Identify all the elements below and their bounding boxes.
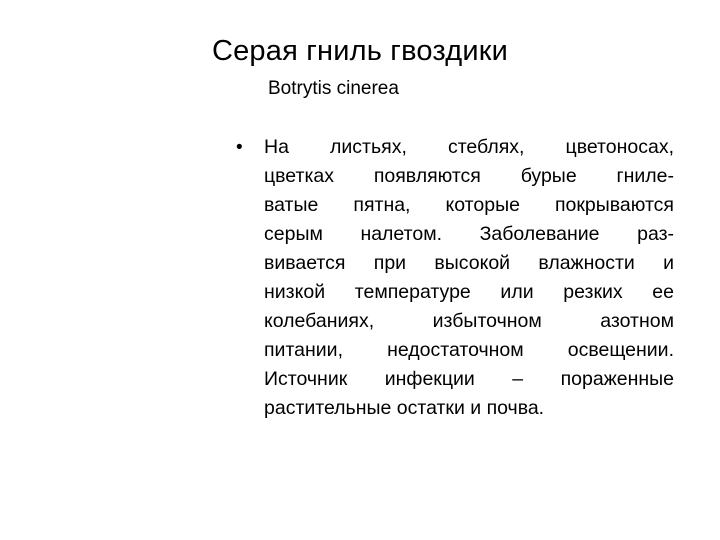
slide-title (0, 33, 720, 69)
bullet-line: растительные остатки и почва. (264, 397, 545, 419)
bullet-line: ватые пятна, которые покрываются (264, 194, 674, 216)
slide-subtitle: Botrytis cinerea (268, 78, 399, 99)
bullet-line: серым налетом. Заболевание раз- (264, 223, 674, 245)
slide-title-text: Серая гниль гвоздики (211, 35, 509, 67)
bullet-line: цветках появляются бурые гниле- (264, 165, 674, 187)
bullet-line: На листьях, стеблях, цветоносах, (264, 136, 674, 158)
bullet-line: Источник инфекции – пораженные (264, 368, 674, 390)
bullet-text (264, 133, 674, 423)
bullet-line: низкой температуре или резких ее (264, 281, 674, 303)
bullet-marker: • (236, 137, 243, 158)
bullet-line: вивается при высокой влажности и (264, 252, 674, 274)
bullet-line: питании, недостаточном освещении. (264, 339, 674, 361)
bullet-line: колебаниях, избыточном азотном (264, 310, 674, 332)
